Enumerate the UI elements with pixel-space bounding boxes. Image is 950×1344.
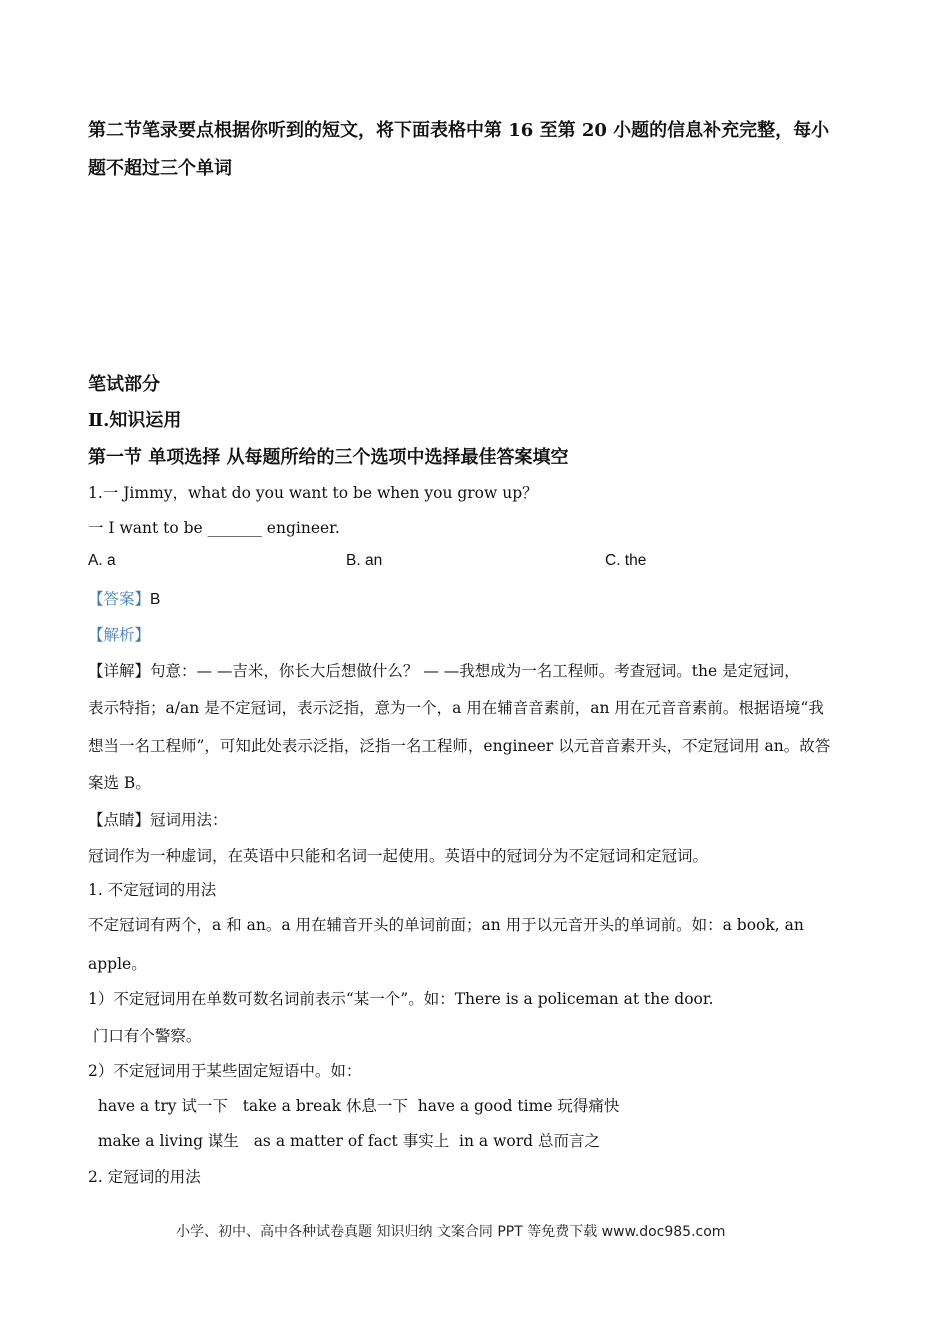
tips-para1-line1: 不定冠词有两个，a 和 an。a 用在辅音开头的单词前面；an 用于以元音开头的单词前。如：a book, an <box>88 916 804 934</box>
answer-label: 【答案】 <box>88 590 151 608</box>
tips-phrases-line1: have a try 试一下 take a break 休息一下 have a good time 玩得痛快 <box>88 1097 620 1115</box>
tips-para1-line2: apple。 <box>88 955 147 973</box>
tips-label: 【点睛】冠词用法： <box>88 811 228 829</box>
option-c: C. the <box>605 552 647 569</box>
knowledge-part-title: Ⅱ.知识运用 <box>88 410 182 431</box>
answer-value: B <box>150 591 161 608</box>
tips-item1: 1）不定冠词用在单数可数名词前表示“某一个”。如：There is a policeman at the door. <box>88 990 714 1008</box>
detail-line4: 案选 B。 <box>88 774 151 792</box>
detail-line1: 【详解】句意：— —吉米，你长大后想做什么？ — —我想成为一名工程师。考查冠词。the 是定冠词， <box>88 662 800 680</box>
detail-line3: 想当一名工程师”，可知此处表示泛指，泛指一名工程师，engineer 以元音音素开头，不定冠词用 an。故答 <box>88 737 831 755</box>
section1-heading: 第一节 单项选择 从每题所给的三个选项中选择最佳答案填空 <box>88 447 569 468</box>
tips-intro: 冠词作为一种虚词，在英语中只能和名词一起使用。英语中的冠词分为不定冠词和定冠词。 <box>88 847 709 865</box>
question1-line1: 1.一 Jimmy，what do you want to be when you grow up？ <box>88 484 538 502</box>
section2-heading-line1: 第二节笔录要点根据你听到的短文，将下面表格中第 16 至第 20 小题的信息补充完整，每小 <box>88 120 830 141</box>
tips-phrases-line2: make a living 谋生 as a matter of fact 事实上 in a word 总而言之 <box>88 1132 600 1150</box>
page-footer: 小学、初中、高中各种试卷真题 知识归纳 文案合同 PPT 等免费下载 www.doc985.com <box>176 1224 726 1240</box>
written-part-title: 笔试部分 <box>88 374 160 395</box>
question1-line2: 一 I want to be _______ engineer. <box>88 519 340 537</box>
option-a: A. a <box>88 552 116 569</box>
tips-heading-2: 2. 定冠词的用法 <box>88 1168 201 1186</box>
option-b: B. an <box>346 552 383 569</box>
analysis-label: 【解析】 <box>88 626 151 644</box>
answer-line <box>88 587 160 609</box>
tips-item2: 2）不定冠词用于某些固定短语中。如： <box>88 1062 362 1080</box>
detail-line2: 表示特指；a/an 是不定冠词，表示泛指，意为一个，a 用在辅音音素前，an 用在元音音素前。根据语境“我 <box>88 699 824 717</box>
tips-heading-1: 1. 不定冠词的用法 <box>88 881 217 899</box>
tips-item1-translation: 门口有个警察。 <box>88 1027 202 1045</box>
section2-heading-line2: 题不超过三个单词 <box>88 158 232 179</box>
